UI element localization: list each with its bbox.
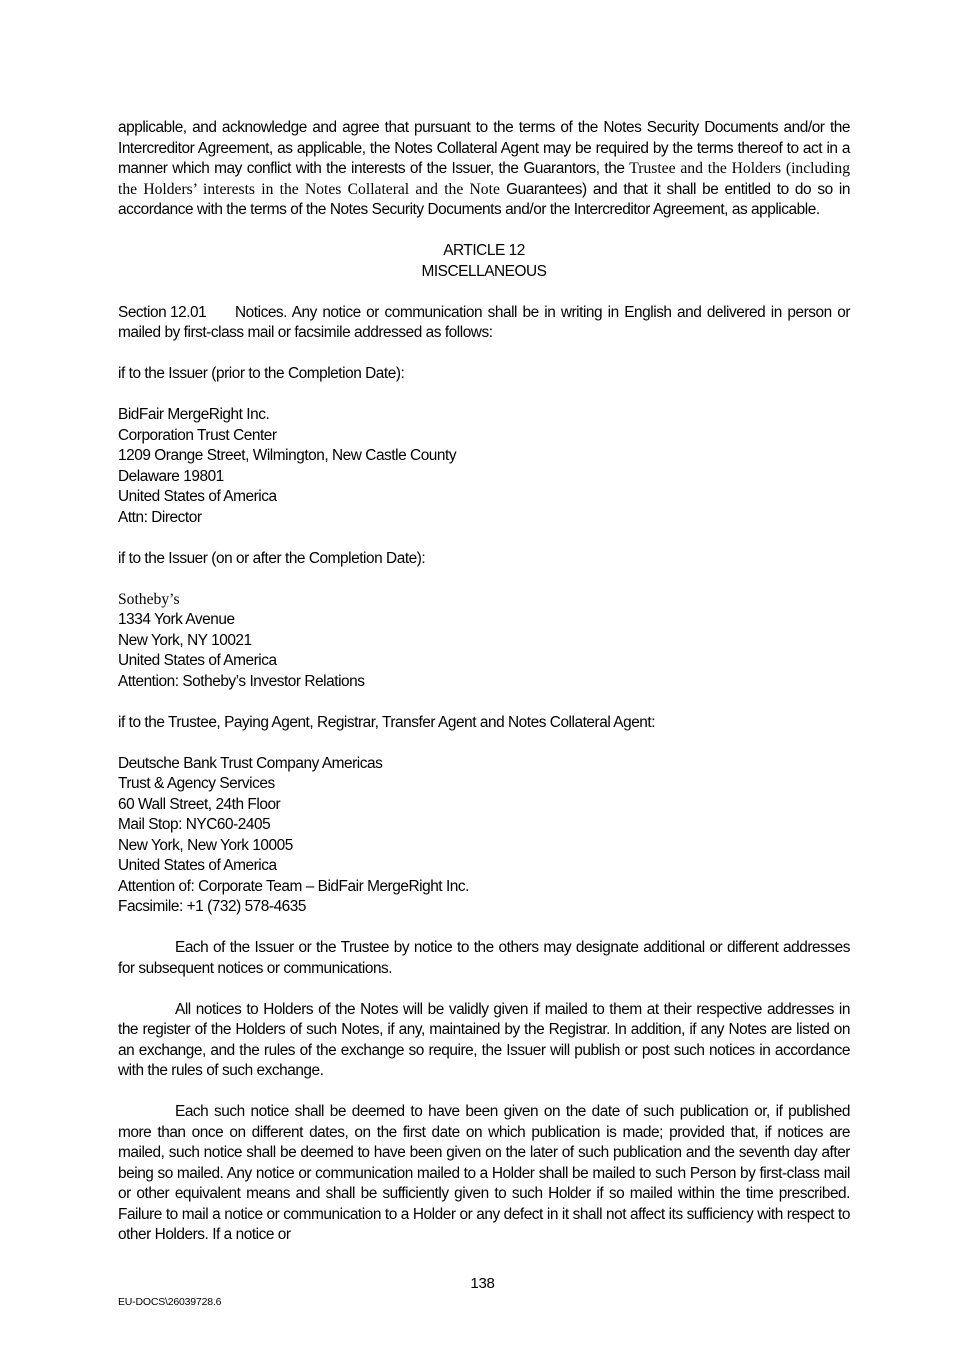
address-line: Delaware 19801 <box>118 467 224 485</box>
intro-line-3: Guarantees) and that it shall be entitled to do so in accordance with the terms of the Notes Security Documents and/or the Intercreditor Agreement, as applicable. <box>118 180 851 218</box>
trustee-heading: if to the Trustee, Paying Agent, Registrar, Transfer Agent and Notes Collateral Agent: <box>118 713 656 731</box>
body-paragraph: Each of the Issuer or the Trustee by notice to the others may designate additional or different addresses for subsequent notices or communications. <box>118 939 850 977</box>
issuer-post-heading: if to the Issuer (on or after the Completion Date): <box>118 549 426 567</box>
address-line: Mail Stop: NYC60-2405 <box>118 816 271 833</box>
document-body <box>118 118 850 1246</box>
section-number: Section 12.01 <box>118 303 207 321</box>
intro-line-1: applicable, and acknowledge and agree that pursuant to the terms of the Notes Security Documents and/or the Intercreditor Agreement, as applicable, the Notes Collateral Agent may be required by the terms thereof to act in a manner which may conflict with the interests of the Issuer, the Guarantors, the <box>118 119 850 177</box>
trustee-address <box>118 754 850 918</box>
issuer-pre-heading: if to the Issuer (prior to the Completion Date): <box>118 365 405 382</box>
address-line: Facsimile: +1 (732) 578-4635 <box>118 898 307 915</box>
intro-paragraph <box>118 118 850 221</box>
address-line: Trust & Agency Services <box>118 775 275 792</box>
address-line: 1209 Orange Street, Wilmington, New Castle County <box>118 447 457 464</box>
address-line: 1334 York Avenue <box>118 611 235 628</box>
article-number: ARTICLE 12 <box>443 242 525 259</box>
body-paragraph: Each such notice shall be deemed to have been given on the date of such publication or, if published more than once on different dates, on the first date on which publication is made; provided that, if notices are mailed, such notice shall be deemed to have been given on the later of such publication and the seventh day after being so mailed. Any notice or communication mailed to a Holder shall be mailed to such Person by first-class mail or other equivalent means and shall be sufficiently given to such Holder if so mailed within the time prescribed. Failure to mail a notice or communication to a Holder or any defect in it shall not affect its sufficiency with respect to other Holders. If a notice or <box>118 1103 850 1243</box>
issuer-pre-address <box>118 405 850 528</box>
address-line: United States of America <box>118 488 277 505</box>
address-line: Deutsche Bank Trust Company Americas <box>118 754 383 772</box>
address-line: New York, New York 10005 <box>118 836 293 854</box>
document-id: EU-DOCS\26039728.6 <box>118 1296 222 1308</box>
address-line: United States of America <box>118 857 277 874</box>
section-text: Notices. Any notice or communication shall be in writing in English and delivered in person or mailed by first-class mail or facsimile addressed as follows: <box>118 303 850 341</box>
page-number: 138 <box>470 1275 495 1292</box>
article-title: MISCELLANEOUS <box>421 262 547 280</box>
address-line: Attn: Director <box>118 508 202 526</box>
address-line: Corporation Trust Center <box>118 426 277 444</box>
address-name: Sotheby’s <box>118 590 180 608</box>
address-line: Attention: Sotheby’s Investor Relations <box>118 672 365 690</box>
section-12-01 <box>118 303 850 344</box>
address-line: Attention of: Corporate Team – BidFair MergeRight Inc. <box>118 877 469 895</box>
body-paragraph: All notices to Holders of the Notes will be validly given if mailed to them at their respective addresses in the register of the Holders of such Notes, if any, maintained by the Registrar. In addition, if any Notes are listed on an exchange, and the rules of the exchange so require, the Issuer will publish or post such notices in accordance with the rules of such exchange. <box>118 1000 850 1079</box>
article-heading <box>118 241 850 282</box>
address-line: 60 Wall Street, 24th Floor <box>118 795 281 813</box>
issuer-post-address <box>118 590 850 693</box>
address-line: New York, NY 10021 <box>118 631 252 649</box>
address-line: BidFair MergeRight Inc. <box>118 406 270 423</box>
address-line: United States of America <box>118 652 277 669</box>
intro-line-2: Trustee and the Holders (including the Holders’ interests in the Notes Collateral and the Note <box>118 160 850 198</box>
